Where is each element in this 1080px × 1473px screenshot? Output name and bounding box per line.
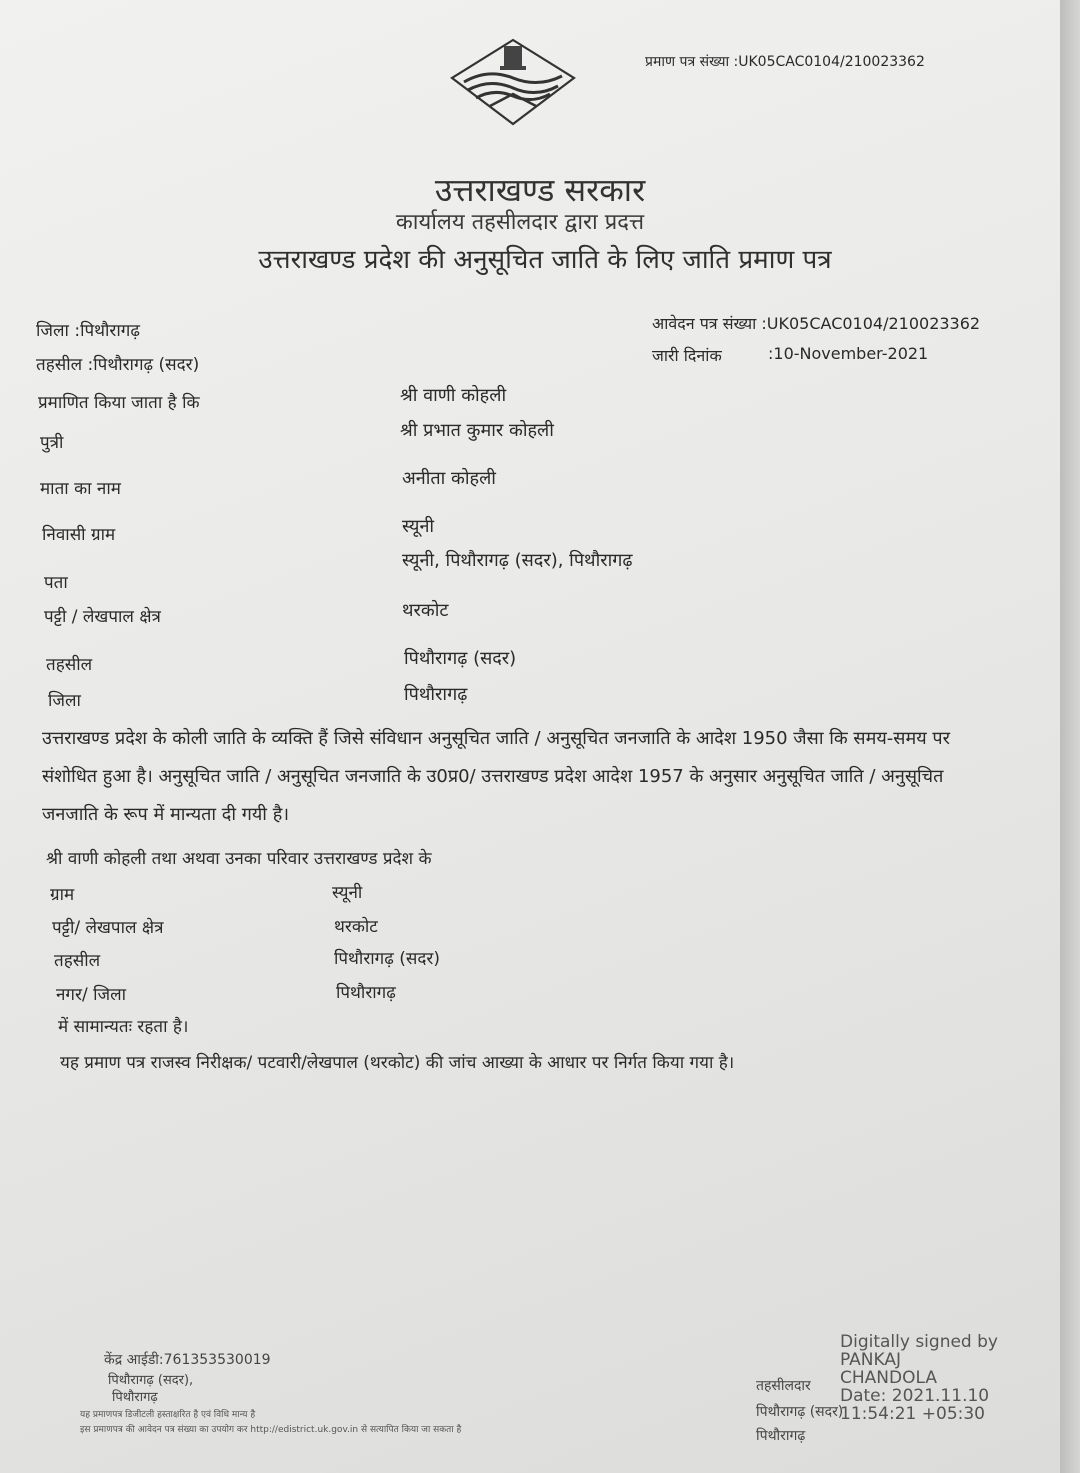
issue-date-label: जारी दिनांक	[652, 346, 722, 365]
certificate-number: प्रमाण पत्र संख्या :UK05CAC0104/210023362	[645, 54, 925, 70]
caste-recognition-paragraph: उत्तराखण्ड प्रदेश के कोली जाति के व्यक्ति हैं जिसे संविधान अनुसूचित जाति / अनुसूचित जनजाति के आदेश 1950 जैसा कि समय-समय पर संशोधित हुआ है। अनुसूचित जाति / अनुसूचित जनजाति के उ0प्र0/ उत्तराखण्ड प्रदेश आदेश 1957 के अनुसार अनुसूचित जाति / अनुसूचित जनजाति के रूप में मान्यता दी गयी है।	[42, 728, 950, 825]
sig-line: 11:54:21 +05:30	[840, 1404, 985, 1424]
residence-value: स्यूनी	[332, 883, 363, 903]
field-label: तहसील	[46, 655, 93, 675]
basis-statement: यह प्रमाण पत्र राजस्व निरीक्षक/ पटवारी/लेखपाल (थरकोट) की जांच आख्या के आधार पर निर्गत किया गया है।	[60, 1053, 735, 1073]
center-district: पिथौरागढ़	[112, 1390, 158, 1405]
application-number: आवेदन पत्र संख्या :UK05CAC0104/210023362	[652, 314, 981, 333]
field-value: स्यूनी, पिथौरागढ़ (सदर), पिथौरागढ़	[402, 550, 633, 571]
center-id: केंद्र आईडी:761353530019	[104, 1352, 271, 1368]
field-label: निवासी ग्राम	[42, 525, 116, 545]
sig-line: Digitally signed by	[840, 1332, 998, 1352]
residence-label: पट्टी/ लेखपाल क्षेत्र	[52, 918, 164, 938]
issue-date: :10-November-2021	[768, 344, 929, 363]
residence-label: नगर/ जिला	[56, 985, 127, 1005]
field-value: श्री प्रभात कुमार कोहली	[400, 420, 554, 441]
sig-line: PANKAJ	[840, 1350, 902, 1370]
field-value: थरकोट	[402, 600, 449, 621]
residence-value: पिथौरागढ़	[336, 983, 396, 1003]
residence-label: ग्राम	[50, 885, 75, 905]
digital-validity-note: यह प्रमाणपत्र डिजीटली हस्ताक्षरित है एवं विधि मान्य है	[80, 1410, 256, 1420]
center-tehsil: पिथौरागढ़ (सदर),	[108, 1373, 194, 1388]
residence-value: पिथौरागढ़ (सदर)	[334, 949, 440, 969]
certificate-heading: उत्तराखण्ड प्रदेश की अनुसूचित जाति के लिए जाति प्रमाण पत्र	[258, 245, 832, 275]
field-label: पुत्री	[40, 433, 64, 453]
digital-signature-block	[840, 1333, 998, 1423]
signer-district: पिथौरागढ़	[756, 1428, 806, 1444]
field-label: पता	[44, 573, 68, 593]
field-value: पिथौरागढ़	[404, 684, 468, 705]
field-label: जिला	[48, 691, 81, 711]
district-meta: जिला :पिथौरागढ़	[36, 321, 140, 341]
page-edge	[1060, 0, 1080, 1473]
field-label: माता का नाम	[40, 479, 121, 499]
field-label: प्रमाणित किया जाता है कि	[38, 393, 200, 413]
government-title: उत्तराखण्ड सरकार	[434, 171, 646, 209]
residence-value: थरकोट	[334, 917, 378, 937]
sig-line: CHANDOLA	[840, 1368, 937, 1388]
residence-intro: श्री वाणी कोहली तथा अथवा उनका परिवार उत्तराखण्ड प्रदेश के	[46, 849, 432, 869]
uttarakhand-emblem-logo	[450, 38, 576, 126]
field-value: पिथौरागढ़ (सदर)	[404, 648, 517, 669]
signer-place: पिथौरागढ़ (सदर)	[756, 1404, 844, 1420]
field-value: श्री वाणी कोहली	[400, 385, 507, 406]
tehsil-meta: तहसील :पिथौरागढ़ (सदर)	[36, 355, 200, 375]
sig-line: Date: 2021.11.10	[840, 1386, 990, 1406]
field-value: अनीता कोहली	[402, 468, 496, 489]
field-label: पट्टी / लेखपाल क्षेत्र	[44, 607, 161, 627]
field-value: स्यूनी	[402, 516, 435, 537]
residence-label: तहसील	[54, 951, 101, 971]
verification-note: इस प्रमाणपत्र की आवेदन पत्र संख्या का उपयोग कर http://edistrict.uk.gov.in से सत्यापित किया जा सकता है	[80, 1425, 462, 1435]
office-subtitle: कार्यालय तहसीलदार द्वारा प्रदत्त	[395, 210, 645, 235]
signer-title: तहसीलदार	[756, 1378, 811, 1394]
residence-outro: में सामान्यतः रहता है।	[58, 1017, 189, 1037]
